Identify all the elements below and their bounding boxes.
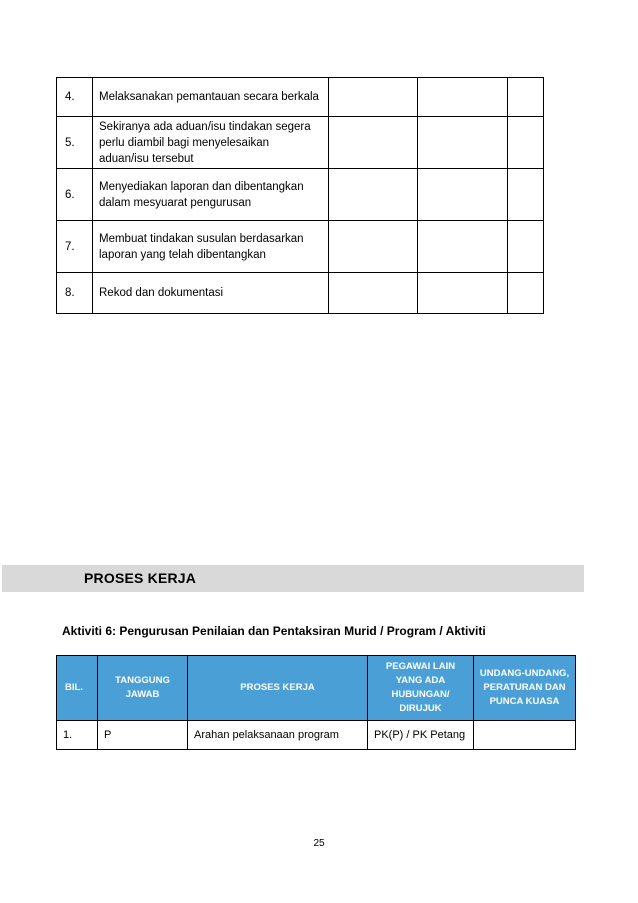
empty-cell	[329, 273, 418, 314]
empty-cell	[329, 169, 418, 221]
empty-cell	[418, 221, 508, 273]
row-number: 7.	[57, 221, 93, 273]
table-row	[57, 721, 576, 750]
row-description: Sekiranya ada aduan/isu tindakan segera perlu diambil bagi menyelesaikan aduan/isu tersebut	[93, 117, 329, 169]
header-pegawai: PEGAWAI LAIN YANG ADA HUBUNGAN/ DIRUJUK	[368, 656, 474, 721]
empty-cell	[418, 169, 508, 221]
table-header-row	[57, 656, 576, 721]
activity-heading: Aktiviti 6: Pengurusan Penilaian dan Pentaksiran Murid / Program / Aktiviti	[62, 624, 486, 638]
header-proses-kerja: PROSES KERJA	[188, 656, 368, 721]
cell-undang	[474, 721, 576, 750]
empty-cell	[508, 221, 544, 273]
empty-cell	[418, 117, 508, 169]
empty-cell	[329, 117, 418, 169]
empty-cell	[418, 273, 508, 314]
empty-cell	[418, 78, 508, 117]
process-table	[56, 655, 576, 750]
page-number: 25	[313, 838, 325, 849]
empty-cell	[329, 221, 418, 273]
row-number: 4.	[57, 78, 93, 117]
empty-cell	[508, 169, 544, 221]
section-title: PROSES KERJA	[84, 570, 197, 586]
header-bil: BIL.	[57, 656, 98, 721]
empty-cell	[329, 78, 418, 117]
table-row	[57, 117, 544, 169]
row-number: 6.	[57, 169, 93, 221]
cell-pegawai: PK(P) / PK Petang	[368, 721, 474, 750]
previous-process-table	[56, 77, 544, 314]
header-undang-undang: UNDANG-UNDANG, PERATURAN DAN PUNCA KUASA	[474, 656, 576, 721]
cell-proses: Arahan pelaksanaan program	[188, 721, 368, 750]
table-row	[57, 169, 544, 221]
header-tanggungjawab: TANGGUNG JAWAB	[98, 656, 188, 721]
cell-tanggungjawab: P	[98, 721, 188, 750]
row-description: Melaksanakan pemantauan secara berkala	[93, 78, 329, 117]
table-row	[57, 221, 544, 273]
table-row	[57, 78, 544, 117]
table-row	[57, 273, 544, 314]
row-description: Menyediakan laporan dan dibentangkan dalam mesyuarat pengurusan	[93, 169, 329, 221]
row-description: Rekod dan dokumentasi	[93, 273, 329, 314]
empty-cell	[508, 117, 544, 169]
row-description: Membuat tindakan susulan berdasarkan laporan yang telah dibentangkan	[93, 221, 329, 273]
row-number: 5.	[57, 117, 93, 169]
empty-cell	[508, 78, 544, 117]
cell-bil: 1.	[57, 721, 98, 750]
row-number: 8.	[57, 273, 93, 314]
empty-cell	[508, 273, 544, 314]
